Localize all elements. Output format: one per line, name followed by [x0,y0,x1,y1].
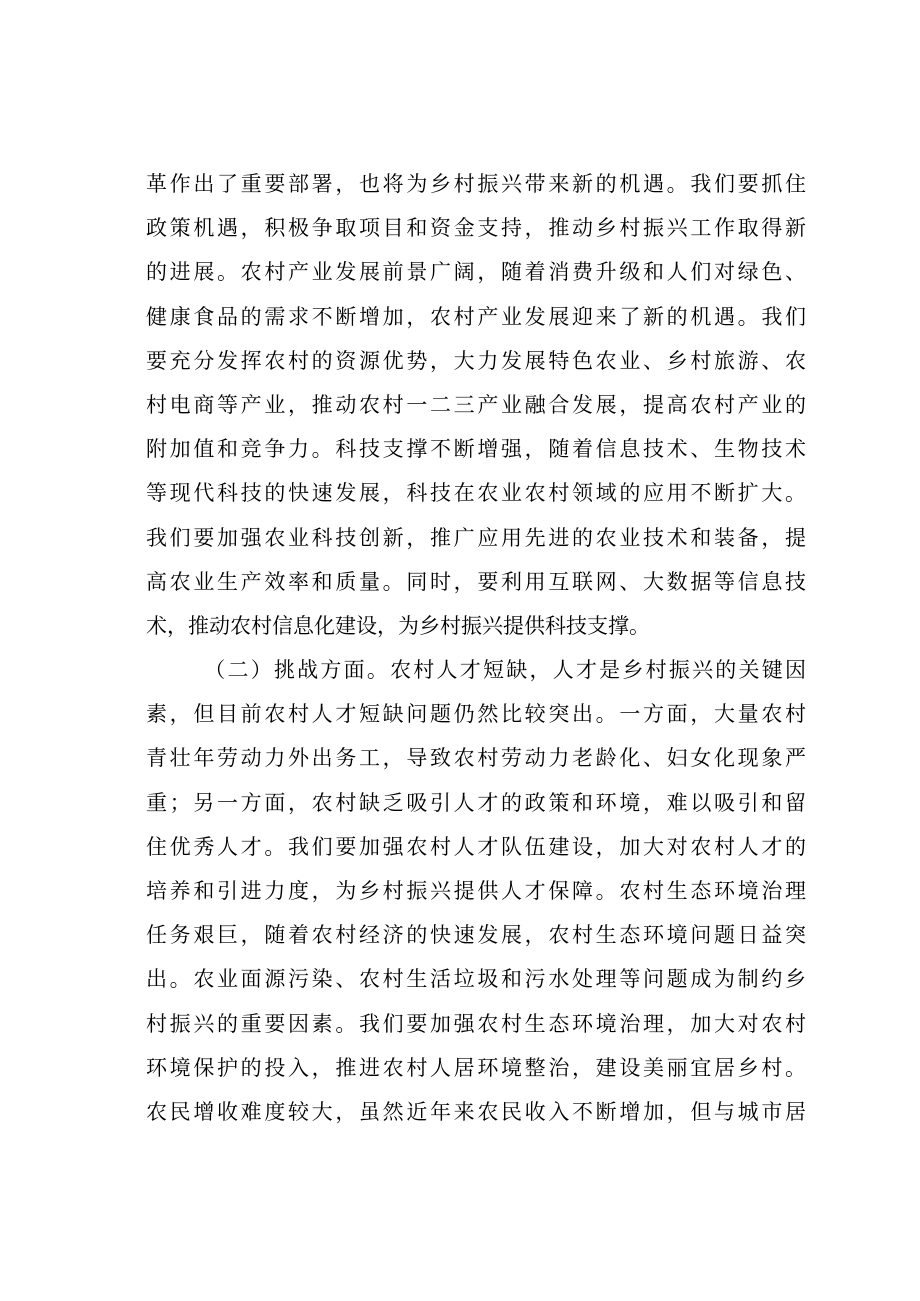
text-line: 环境保护的投入，推进农村人居环境整治，建设美丽宜居乡村。 [146,1055,806,1080]
body-text [146,162,806,1134]
text-line: 住优秀人才。我们要加强农村人才队伍建设，加大对农村人才的 [146,834,806,859]
text-line: 村电商等产业，推动农村一二三产业融合发展，提高农村产业的 [146,392,806,417]
text-line: 青壮年劳动力外出务工，导致农村劳动力老龄化、妇女化现象严 [146,746,806,771]
text-line: 任务艰巨，随着农村经济的快速发展，农村生态环境问题日益突 [146,923,806,948]
text-line: 的进展。农村产业发展前景广阔，随着消费升级和人们对绿色、 [146,260,806,285]
text-line: 村振兴的重要因素。我们要加强农村生态环境治理，加大对农村 [146,1011,806,1036]
text-line-indented [146,648,806,692]
text-line: 术，推动农村信息化建设，为乡村振兴提供科技支撑。 [146,613,650,638]
text-line: 等现代科技的快速发展，科技在农业农村领域的应用不断扩大。 [146,481,806,506]
text-line: 农民增收难度较大，虽然近年来农民收入不断增加，但与城市居 [146,1099,806,1124]
indented-line-text: （二）挑战方面。农村人才短缺，人才是乡村振兴的关键因 [202,658,806,683]
text-line: 革作出了重要部署，也将为乡村振兴带来新的机遇。我们要抓住 [146,172,806,196]
text-line: 健康食品的需求不断增加，农村产业发展迎来了新的机遇。我们 [146,304,806,329]
text-line: 政策机遇，积极争取项目和资金支持，推动乡村振兴工作取得新 [146,216,806,241]
text-line: 我们要加强农业科技创新，推广应用先进的农业技术和装备，提 [146,525,806,550]
text-line: 高农业生产效率和质量。同时，要利用互联网、大数据等信息技 [146,569,806,594]
text-line: 重；另一方面，农村缺乏吸引人才的政策和环境，难以吸引和留 [146,790,806,815]
text-line: 出。农业面源污染、农村生活垃圾和污水处理等问题成为制约乡 [146,967,806,992]
text-line: 素，但目前农村人才短缺问题仍然比较突出。一方面，大量农村 [146,702,806,727]
text-line: 附加值和竞争力。科技支撑不断增强，随着信息技术、生物技术 [146,437,806,462]
text-line: 要充分发挥农村的资源优势，大力发展特色农业、乡村旅游、农 [146,348,806,373]
text-line: 培养和引进力度，为乡村振兴提供人才保障。农村生态环境治理 [146,879,806,903]
